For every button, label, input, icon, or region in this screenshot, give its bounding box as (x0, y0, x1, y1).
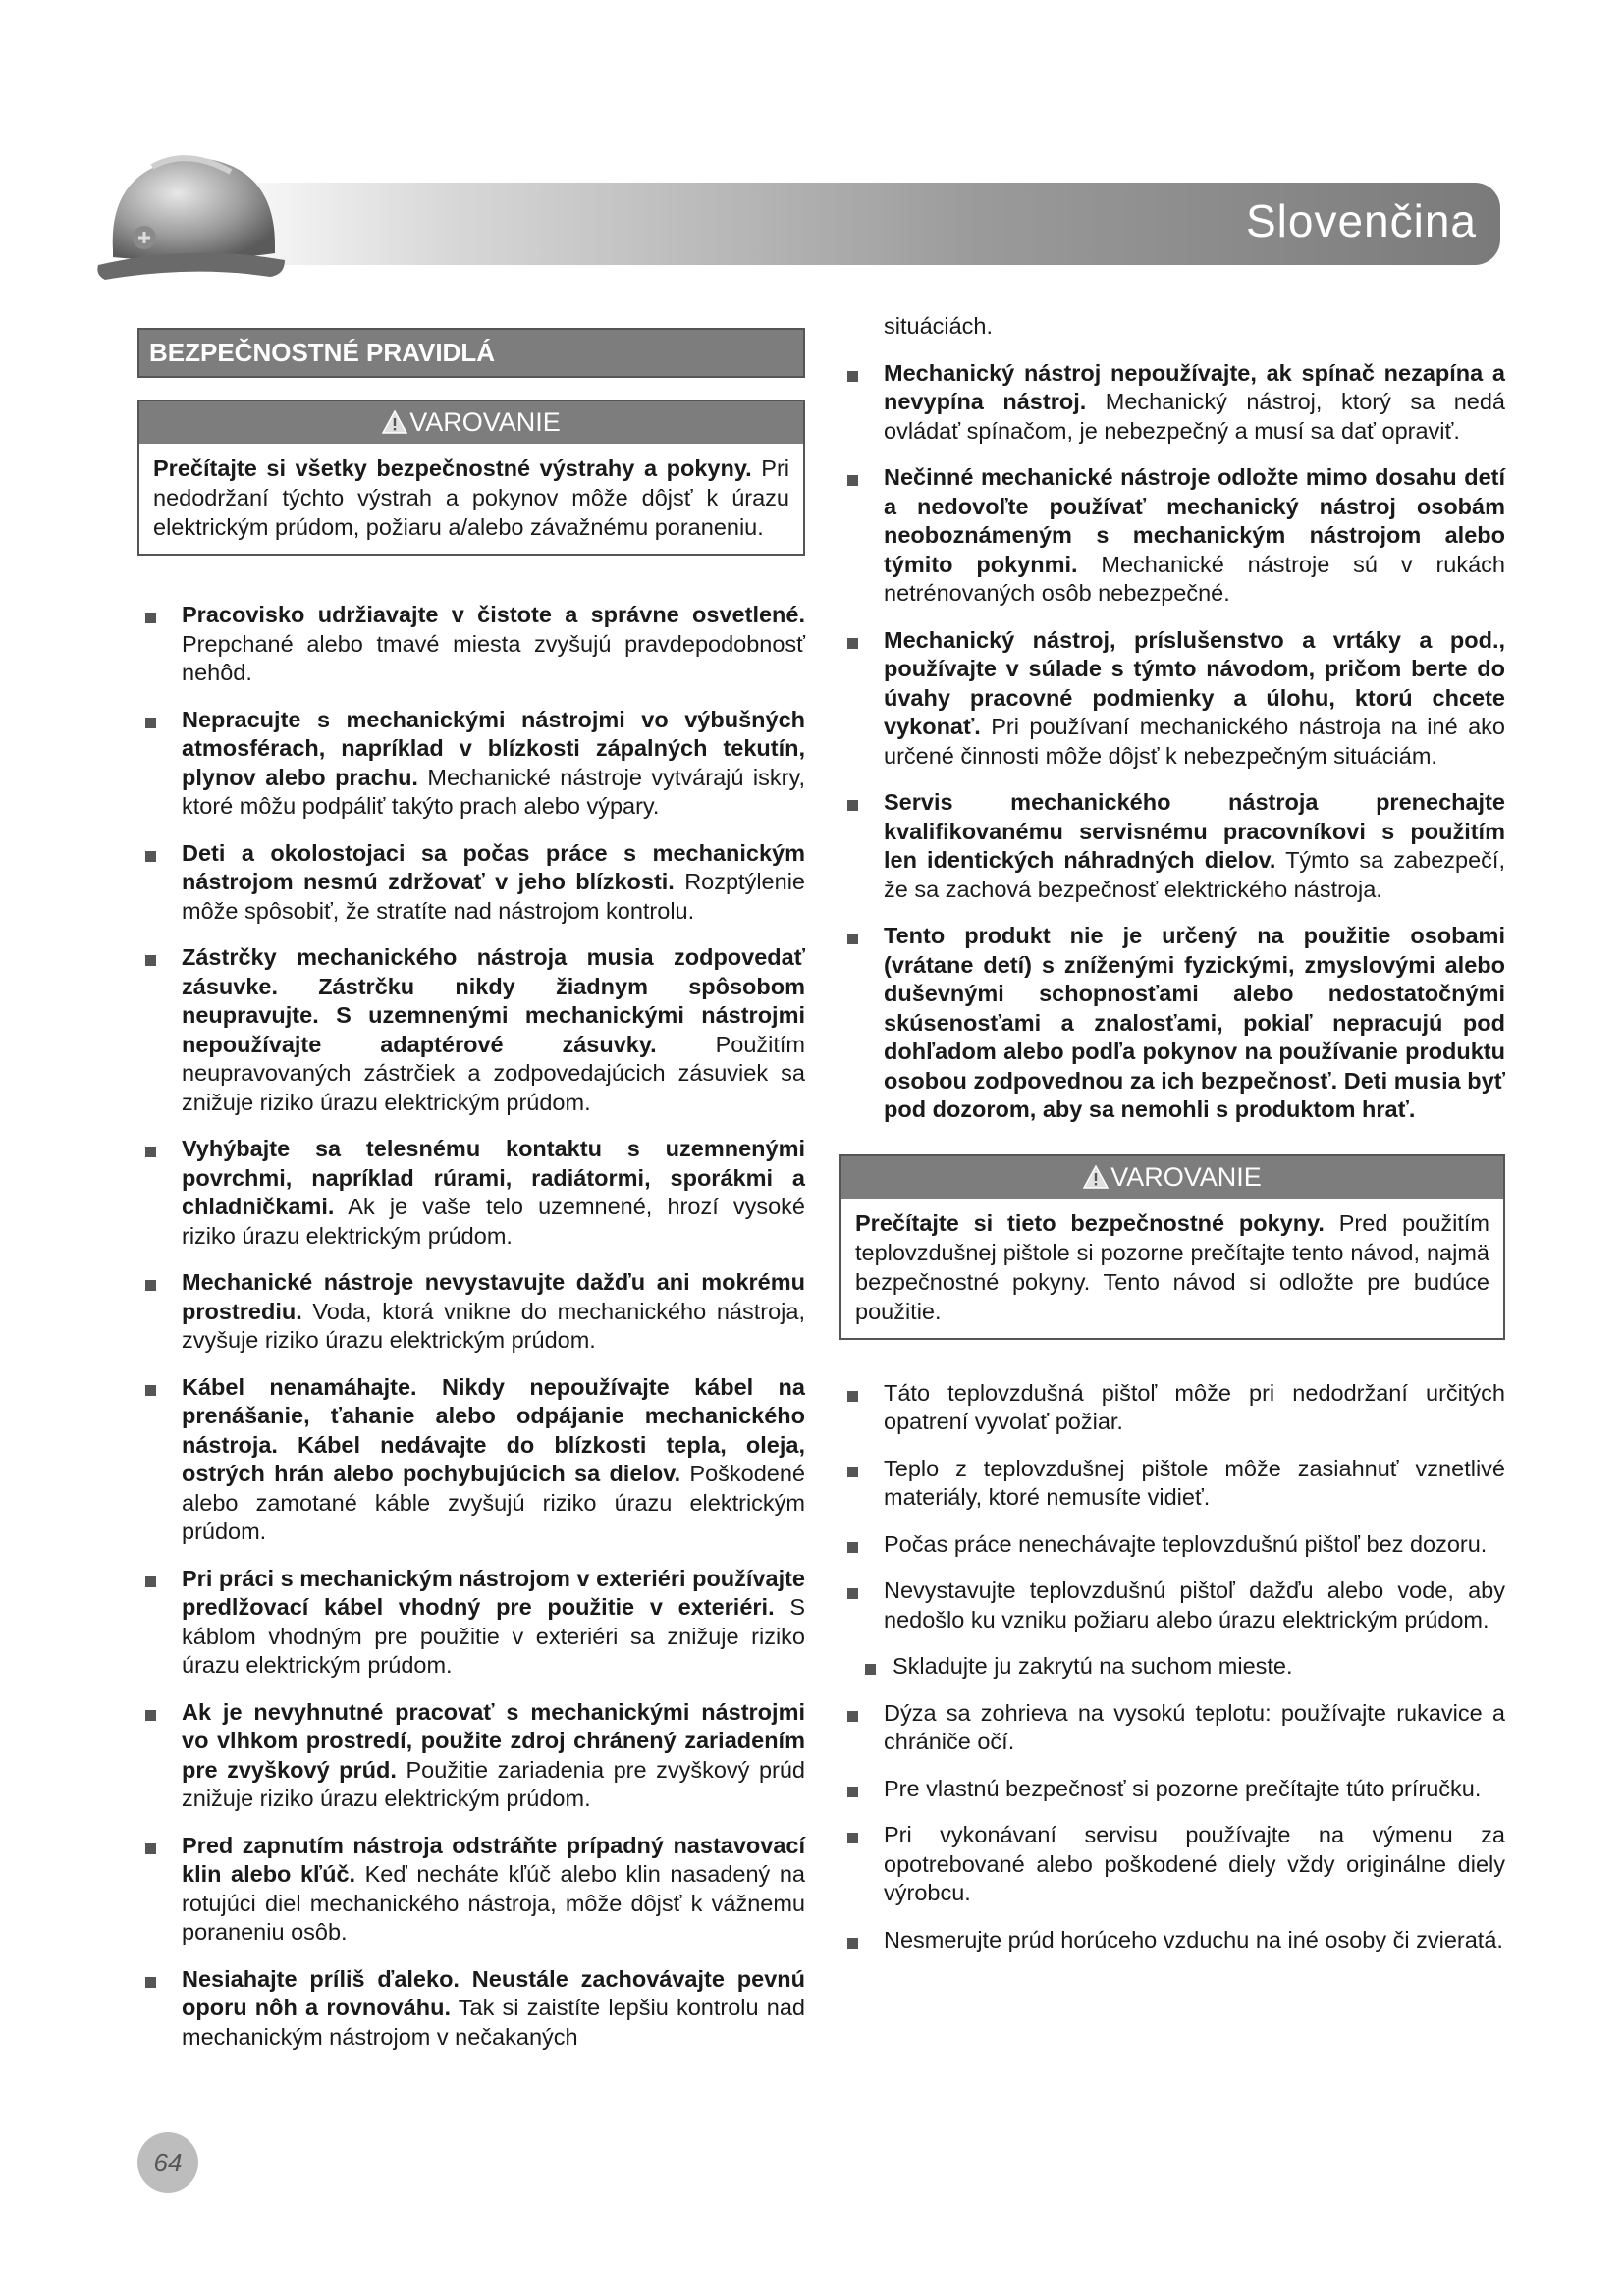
list-item (839, 359, 1505, 447)
item-text: Dýza sa zohrieva na vysokú teplotu: používajte rukavice a chrániče očí. (884, 1699, 1505, 1754)
heatgun-warning-text (841, 1199, 1503, 1338)
item-bold-text: Tento produkt nie je určený na použitie osobami (vrátane detí) s zníženými fyzickými, zmyslovými alebo duševnými schopnosťami alebo nedostatočnými skúsenosťami a znalosťami, pokiaľ nepracujú pod dohľadom alebo podľa pokynov na používanie produktu osobou zodpovednou za ich bezpečnosť. Deti musia byť pod dozorom, aby sa nemohli s produktom hrať. (884, 923, 1505, 1122)
item-text: Mechanický nástroj, ktorý sa nedá ovládať spínačom, je nebezpečný a musí sa dať opraviť. (884, 389, 1505, 444)
item-text: Mechanické nástroje vytvárajú iskry, ktoré môžu podpáliť takýto prach alebo výpary. (182, 764, 805, 819)
list-item (137, 1965, 805, 2053)
list-item (865, 1652, 1505, 1682)
item-text: Mechanické nástroje sú v rukách netrénovaných osôb nebezpečné. (884, 551, 1505, 606)
right-column (839, 312, 1505, 1972)
list-item (137, 601, 805, 688)
language-title: Slovenčina (1245, 195, 1477, 246)
warning-heading-text: VAROVANIE (409, 407, 561, 437)
item-bold-text: Nepracujte s mechanickými nástrojmi vo výbušných atmosférach, napríklad v blízkosti zápalných tekutín, plynov alebo prachu. (182, 706, 805, 790)
warning-detail: Pri nedodržaní týchto výstrah a pokynov môže dôjsť k úrazu elektrickým prúdom, požiaru a/alebo závažnému poraneniu. (153, 455, 789, 540)
item-text: Nesmerujte prúd horúceho vzduchu na iné osoby či zvieratá. (884, 1926, 1503, 1952)
safety-helmet-icon (93, 128, 290, 290)
left-column (137, 314, 805, 2069)
item-text: Týmto sa zabezpečí, že sa zachová bezpečnosť elektrického nástroja. (884, 847, 1505, 902)
item-bold-text: Deti a okolostojaci sa počas práce s mechanickým nástrojom nesmú zdržovať v jeho blízkosti. (182, 839, 805, 894)
warning-bold: Prečítajte si všetky bezpečnostné výstrahy a pokyny. (153, 455, 752, 481)
item-text: Pri používaní mechanického nástroja na iné ako určené činnosti môže dôjsť k nebezpečným situáciám. (884, 714, 1505, 769)
item-text: Skladujte ju zakrytú na suchom mieste. (893, 1653, 1293, 1679)
item-bold-text: Kábel nenamáhajte. Nikdy nepoužívajte kábel na prenášanie, ťahanie alebo odpájanie mechanického nástroja. Kábel nedávajte do blízkosti tepla, oleja, ostrých hrán alebo pochybujúcich sa dielov. (182, 1373, 805, 1486)
heatgun-warning-bold: Prečítajte si tieto bezpečnostné pokyny. (855, 1209, 1325, 1236)
warning-text (139, 444, 803, 554)
page-number: 64 (137, 2132, 198, 2193)
list-item (839, 788, 1505, 904)
item-bold-text: Servis mechanického nástroja prenechajte kvalifikovanému servisnému pracovníkovi s použitím len identických náhradných dielov. (884, 789, 1505, 873)
list-item (839, 463, 1505, 609)
heatgun-warning-detail: Pred použitím teplovzdušnej pištole si pozorne prečítajte tento návod, najmä bezpečnostné pokyny. Tento návod si odložte pre budúce použitie. (855, 1209, 1489, 1324)
item-text: Rozptýlenie môže spôsobiť, že stratíte nad nástrojom kontrolu. (182, 869, 805, 924)
item-text: Nevystavujte teplovzdušnú pištoľ dažďu alebo vode, aby nedošlo ku vzniku požiaru alebo úrazu elektrickým prúdom. (884, 1577, 1505, 1632)
general-rules-list (137, 601, 805, 2052)
item-bold-text: Nečinné mechanické nástroje odložte mimo dosahu detí a nedovoľte používať mechanický nástroj osobám neoboznámeným s mechanickým nástrojom alebo týmito pokynmi. (884, 464, 1505, 577)
list-item (137, 1135, 805, 1251)
item-bold-text: Mechanický nástroj, príslušenstvo a vrtáky a pod., používajte v súlade s týmto návodom, pričom berte do úvahy pracovné podmienky a úlohu, ktorú chcete vykonať. (884, 626, 1505, 739)
item-text: Táto teplovzdušná pištoľ môže pri nedodržaní určitých opatrení vyvolať požiar. (884, 1379, 1505, 1434)
list-item (839, 1530, 1505, 1560)
list-item (137, 706, 805, 822)
heatgun-warning-heading (841, 1156, 1503, 1199)
item-text: Tak si zaistíte lepšiu kontrolu nad mechanickým nástrojom v nečakaných (182, 1995, 805, 2050)
item-bold-text: Pred zapnutím nástroja odstráňte prípadný nastavovací klin alebo kľúč. (182, 1832, 805, 1887)
list-item (137, 1565, 805, 1681)
list-item (137, 1698, 805, 1814)
item-bold-text: Pri práci s mechanickým nástrojom v exteriéri používajte predlžovací kábel vhodný pre použitie v exteriéri. (182, 1565, 805, 1620)
list-item (839, 1576, 1505, 1634)
list-item (839, 1775, 1505, 1804)
list-item (839, 1455, 1505, 1513)
item-text: Použitím neupravovaných zástrčiek a zodpovedajúcich zásuviek sa znižuje riziko úrazu elektrickým prúdom. (182, 1031, 805, 1115)
list-item (839, 1926, 1505, 1955)
list-item (137, 1268, 805, 1356)
heatgun-warning-box (839, 1154, 1505, 1340)
list-item (137, 943, 805, 1117)
list-item (839, 1379, 1505, 1437)
item-text: Poškodené alebo zamotané káble zvyšujú riziko úrazu elektrickým prúdom. (182, 1461, 805, 1544)
item-text: Ak je vaše telo uzemnené, hrozí vysoké riziko úrazu elektrickým prúdom. (182, 1194, 805, 1249)
item-text: Počas práce nenechávajte teplovzdušnú pištoľ bez dozoru. (884, 1530, 1488, 1557)
warning-box (137, 400, 805, 556)
item-text: Keď necháte kľúč alebo klin nasadený na rotujúci diel mechanického nástroja, môže dôjsť k vážnemu poraneniu osôb. (182, 1861, 805, 1945)
item-text: Použitie zariadenia pre zvyškový prúd znižuje riziko úrazu elektrickým prúdom. (182, 1756, 805, 1811)
item-bold-text: Mechanický nástroj nepoužívajte, ak spínač nezapína a nevypína nástroj. (884, 359, 1505, 414)
item-text: Pri vykonávaní servisu používajte na výmenu za opotrebované alebo poškodené diely vždy originálne diely výrobcu. (884, 1822, 1505, 1905)
continued-text: situáciách. (884, 313, 994, 339)
section-title: BEZPEČNOSTNÉ PRAVIDLÁ (137, 328, 805, 378)
item-text: Prepchané alebo tmavé miesta zvyšujú pravdepodobnosť nehôd. (182, 630, 805, 685)
list-item (137, 1832, 805, 1948)
list-item (839, 1699, 1505, 1757)
item-text: Voda, ktorá vnikne do mechanického nástroja, zvyšuje riziko úrazu elektrickým prúdom. (182, 1298, 805, 1353)
warning-triangle-icon (1083, 1165, 1109, 1189)
header-banner (0, 118, 1624, 294)
list-item (137, 839, 805, 927)
item-bold-text: Mechanické nástroje nevystavujte dažďu ani mokrému prostrediu. (182, 1269, 805, 1324)
list-item (839, 1821, 1505, 1908)
tool-rules-list (839, 359, 1505, 1125)
item-bold-text: Pracovisko udržiavajte v čistote a správne osvetlené. (182, 602, 805, 627)
list-item (839, 922, 1505, 1125)
warning-triangle-icon (382, 410, 407, 434)
item-bold-text: Zástrčky mechanického nástroja musia zodpovedať zásuvke. Zástrčku nikdy žiadnym spôsobom neupravujte. S uzemnenými mechanickými nástrojmi nepoužívajte adaptérové zásuvky. (182, 944, 805, 1057)
item-bold-text: Ak je nevyhnutné pracovať s mechanickými nástrojmi vo vlhkom prostredí, použite zdroj chránený zariadením pre zvyškový prúd. (182, 1698, 805, 1783)
heatgun-rules-list (839, 1379, 1505, 1955)
list-item (137, 1373, 805, 1547)
item-bold-text: Nesiahajte príliš ďaleko. Neustále zachovávajte pevnú oporu nôh a rovnováhu. (182, 1965, 805, 2020)
heatgun-warning-heading-text: VAROVANIE (1110, 1161, 1262, 1192)
warning-heading (139, 401, 803, 444)
item-text: Teplo z teplovzdušnej pištole môže zasiahnuť vznetlivé materiály, ktoré nemusíte vidieť. (884, 1455, 1505, 1510)
item-text: S káblom vhodným pre použitie v exteriéri sa znižuje riziko úrazu elektrickým prúdom. (182, 1594, 805, 1678)
item-bold-text: Vyhýbajte sa telesnému kontaktu s uzemnenými povrchmi, napríklad rúrami, radiátormi, sporákmi a chladničkami. (182, 1136, 805, 1219)
list-item (839, 626, 1505, 772)
item-text: Pre vlastnú bezpečnosť si pozorne prečítajte túto príručku. (884, 1775, 1482, 1801)
